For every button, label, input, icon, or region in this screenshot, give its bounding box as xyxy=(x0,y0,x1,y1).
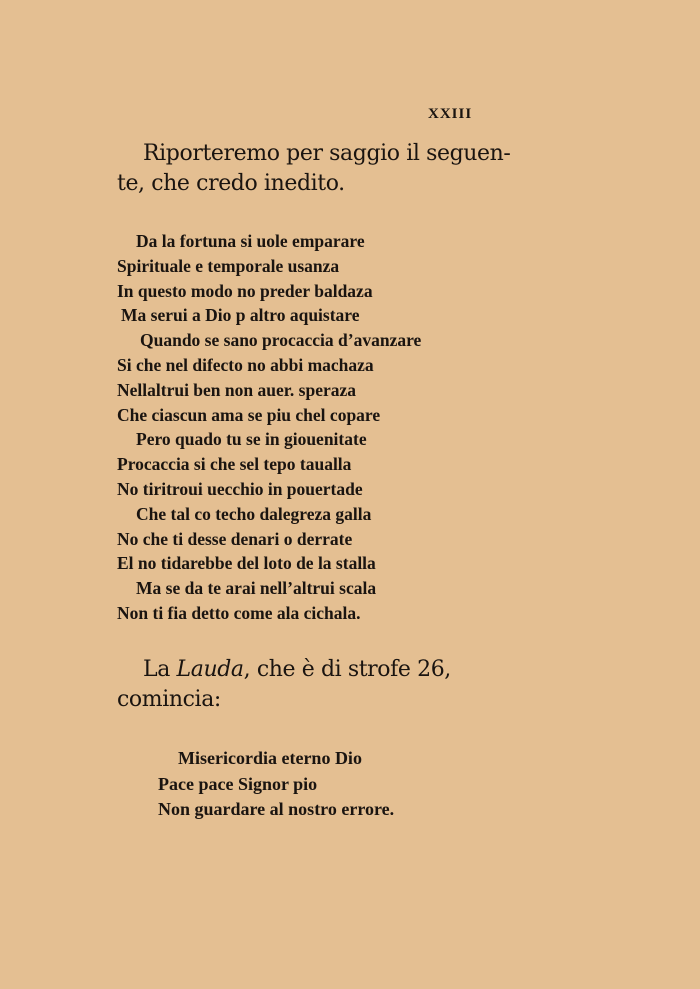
poem-line: Procaccia si che sel tepo taualla xyxy=(117,454,352,475)
poem xyxy=(117,229,477,626)
poem-line: Si che nel difecto no abbi machaza xyxy=(117,354,374,375)
poem-line: Nellaltrui ben non auer. speraza xyxy=(117,379,357,400)
poem-line: Quando se sano procaccia d’avanzare xyxy=(140,330,422,351)
poem-line: Ma serui a Dio p altro aquistare xyxy=(121,305,360,326)
lauda-intro-line xyxy=(117,655,487,685)
poem-line: Non ti fia detto come ala cichala. xyxy=(117,602,361,623)
lauda-title: Lauda xyxy=(176,657,244,682)
lauda-paragraph xyxy=(117,655,487,715)
intro-paragraph xyxy=(117,139,511,199)
intro-line: Riporteremo per saggio il seguen- xyxy=(143,141,511,166)
lauda-line: Non guardare al nostro errore. xyxy=(158,799,395,819)
lauda-prefix: La xyxy=(143,657,177,682)
poem-line: Spirituale e temporale usanza xyxy=(117,255,340,276)
poem-line: Che tal co techo dalegreza galla xyxy=(136,503,372,524)
page-number: XXIII xyxy=(428,106,473,122)
poem-line: Pero quado tu se in giouenitate xyxy=(136,429,367,450)
lauda-suffix: , che è di strofe 26, xyxy=(243,657,451,682)
poem-line: Che ciascun ama se piu chel copare xyxy=(117,404,381,425)
poem-line: No che ti desse denari o derrate xyxy=(117,528,353,549)
lauda-line: Pace pace Signor pio xyxy=(158,773,318,794)
lauda-intro-line: comincia: xyxy=(117,687,221,712)
poem-line: In questo modo no preder baldaza xyxy=(117,280,373,301)
poem-line: Da la fortuna si uole emparare xyxy=(136,231,365,251)
lauda-line: Misericordia eterno Dio xyxy=(178,748,362,768)
lauda-verse xyxy=(158,746,394,823)
poem-line: No tiritroui uecchio in pouertade xyxy=(117,478,363,499)
poem-line: El no tidarebbe del loto de la stalla xyxy=(117,553,376,574)
intro-line: te, che credo inedito. xyxy=(117,171,345,196)
poem-line: Ma se da te arai nell’altrui scala xyxy=(136,578,377,599)
